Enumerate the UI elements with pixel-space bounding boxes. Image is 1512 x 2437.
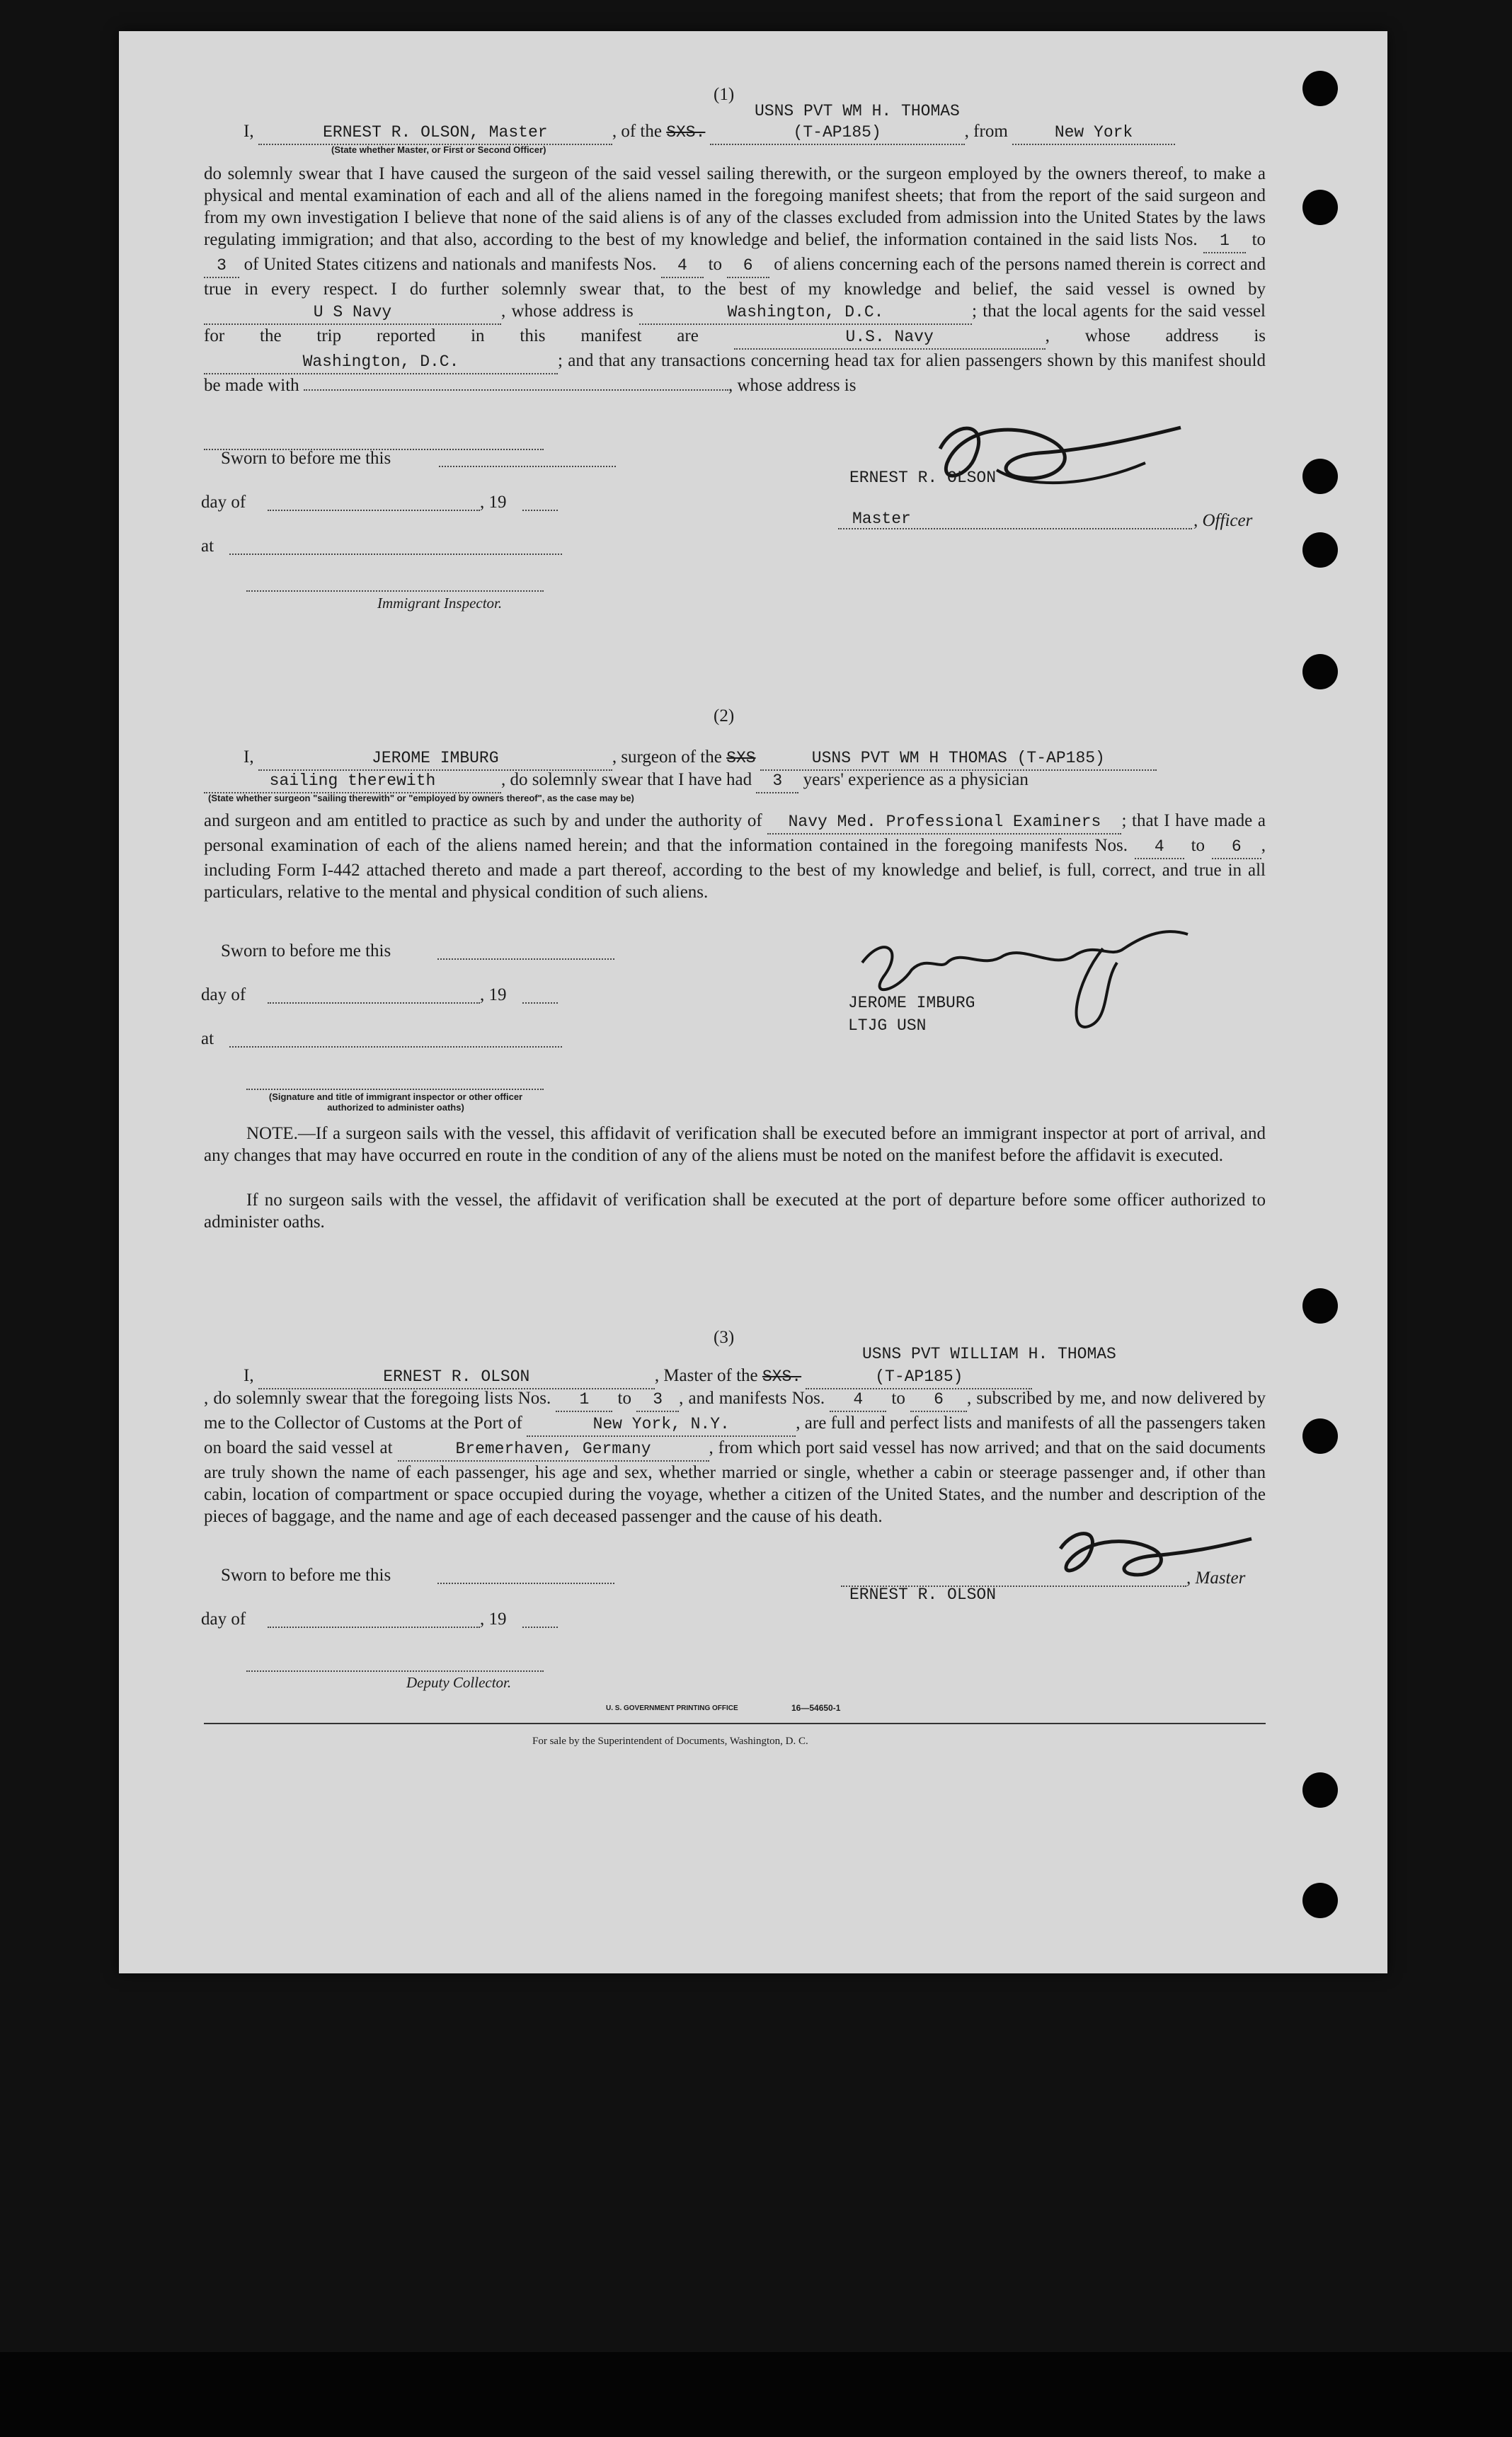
section-2-text-b: years' experience as a physician: [803, 770, 1029, 789]
manifests-from-2: 4: [1135, 836, 1184, 859]
master-signature-name-3: ERNEST R. OLSON: [849, 1586, 997, 1604]
punch-hole: [1302, 1883, 1338, 1918]
manifests-from-3: 4: [830, 1389, 886, 1412]
manifests-to: 6: [727, 255, 769, 278]
note-label: NOTE.: [246, 1124, 298, 1143]
surgeon-hint: (State whether surgeon "sailing therewith" or "employed by owners thereof", as the case may be): [208, 793, 634, 803]
section-3-text-c: , subscribed by me, and now delivered by me to the Collector of Customs at the Port of: [204, 1389, 1266, 1433]
lists-to-3: 3: [636, 1389, 679, 1412]
section-1-body: do solemnly swear that I have caused the surgeon of the said vessel sailing therewith, or the surgeon employed by the owners thereof, to make a physical and mental examination of each and all of the aliens named in the foregoing manifest sheets; that from the report of the said surgeon and from my own investigation I believe that none of the said aliens is of any of the classes excluded from admission into the United States by the laws regulating immigration; and that also, according to the best of my knowledge and belief, the information contained in the said lists Nos. 1 to 3 of United States citizens and nationals and manifests Nos. 4 to 6 of aliens concerning each of the persons named therein is correct and true in every respect. I do further solemnly swear that, to the best of my knowledge and belief, the said vessel is owned by U S Navy , whose address is Washington, D.C. ; that the local agents for the said vessel for the trip reported in this manifest are U.S. Navy , whose address is Washington, D.C. ; and that any transactions concerning head tax for alien passengers shown by this manifest should be made with , whose address is: [204, 164, 1266, 395]
year-1-line: [522, 510, 558, 511]
vessel-id-field-3: (T-AP185): [806, 1366, 1032, 1389]
at-1-line: [229, 554, 562, 555]
label-i-3: I,: [244, 1366, 254, 1385]
surgeon-signature-name: JEROME IMBURG: [848, 994, 975, 1012]
lists-to: 3: [204, 255, 239, 278]
ss-struck-3: SXS.: [762, 1367, 802, 1386]
year-1: , 19: [480, 493, 507, 512]
section-2-text-a: , do solemnly swear that I have had: [501, 770, 752, 789]
section-3-body: [204, 1387, 1266, 1527]
day-of-2: day of: [201, 985, 246, 1004]
year-3: , 19: [480, 1610, 507, 1629]
section-3-number: (3): [714, 1328, 735, 1347]
section-2-body: [204, 810, 1266, 903]
section-3-text-e: , from which port said vessel has now arrived; and that on the said documents are truly shown the name of each passenger, his age and sex, whether married or single, whether a cabin or steerage passenger and, if other than cabin, location of compartment or space occupied during the voyage, whether a citizen of the United States, and the number and description of the pieces of baggage, and the name and age of each deceased passenger and the cause of his death.: [204, 1438, 1266, 1526]
section-1-text-c: of aliens concerning each of the persons named therein is correct and true in every respect. I do further solemnly swear that, to the best of my knowledge and belief, the said vessel is owned by: [204, 255, 1266, 299]
agents-field: U.S. Navy: [734, 326, 1046, 350]
inspector-1-line: [246, 590, 544, 592]
master-signature-title-1: Master: [852, 510, 911, 528]
sworn-2: Sworn to before me this: [221, 941, 391, 961]
ss-struck-2: SXS: [726, 749, 756, 767]
at-2-line: [229, 1046, 562, 1048]
lists-from: 1: [1203, 230, 1246, 253]
sworn-1-line: [439, 466, 616, 467]
section-3-text-a: , do solemnly swear that the foregoing lists Nos.: [204, 1389, 551, 1408]
punch-hole: [1302, 459, 1338, 494]
master-name-field-3: ERNEST R. OLSON: [258, 1366, 655, 1389]
label-i: I,: [244, 122, 254, 141]
label-to: to: [708, 255, 723, 274]
gpo-imprint: U. S. GOVERNMENT PRINTING OFFICE: [606, 1704, 738, 1712]
sworn-2-line: [437, 958, 614, 960]
sailing-therewith-field: sailing therewith: [204, 770, 501, 793]
officer-label: , Officer: [1193, 511, 1253, 530]
master-hint: (State whether Master, or First or Second Officer): [331, 144, 546, 155]
section-1-text-b: of United States citizens and nationals and manifests Nos.: [244, 255, 657, 274]
day-of-1: day of: [201, 493, 246, 512]
master-of-label: , Master of the: [654, 1366, 758, 1385]
punch-hole: [1302, 1288, 1338, 1324]
sworn-3-line: [437, 1583, 614, 1584]
arrival-port-field: New York, N.Y.: [527, 1414, 796, 1437]
master-label-3: , Master: [1186, 1569, 1246, 1588]
officer-line: [838, 528, 1192, 529]
agents-address-field: Washington, D.C.: [204, 351, 558, 374]
head-tax-field: [304, 389, 728, 391]
master-name-field: ERNEST R. OLSON, Master: [258, 122, 612, 145]
master-signature-name-1: ERNEST R. OLSON: [849, 469, 997, 487]
punch-hole: [1302, 1772, 1338, 1808]
whose-address-label: , whose address is: [728, 376, 857, 395]
sworn-1: Sworn to before me this: [221, 449, 391, 468]
punch-hole: [1302, 1418, 1338, 1454]
manifests-to-2: 6: [1212, 836, 1261, 859]
surgeon-vessel-field: USNS PVT WM H THOMAS (T-AP185): [760, 747, 1157, 771]
departure-port-field: New York: [1012, 122, 1175, 145]
owner-address-label: , whose address is: [501, 302, 634, 321]
label-i-2: I,: [244, 747, 254, 767]
officer-2-hint: (Signature and title of immigrant inspector or other officer authorized to administer oaths): [268, 1091, 523, 1113]
punch-hole: [1302, 190, 1338, 225]
note-2-block: [204, 1189, 1266, 1233]
label-to-3: to: [617, 1389, 631, 1408]
manifests-to-3: 6: [910, 1389, 967, 1412]
day-of-1-line: [268, 510, 480, 511]
year-3-line: [522, 1627, 558, 1628]
surgeon-name-field: JEROME IMBURG: [258, 747, 612, 771]
form-number: 16—54650-1: [791, 1703, 841, 1713]
year-2-line: [522, 1002, 558, 1004]
punch-hole: [1302, 71, 1338, 106]
agents-address-label: whose address is: [1084, 326, 1266, 345]
section-2-line-2: [204, 769, 1266, 793]
day-of-3: day of: [201, 1610, 246, 1629]
section-2-text-c: and surgeon and am entitled to practice as such by and under the authority of: [204, 811, 762, 830]
section-2-oath-line: [244, 746, 1263, 771]
vessel-name-3: USNS PVT WILLIAM H. THOMAS: [862, 1345, 1116, 1363]
master-signature-1: [912, 399, 1237, 512]
lists-from-3: 1: [556, 1389, 612, 1412]
authority-field: Navy Med. Professional Examiners: [767, 811, 1121, 835]
section-1-oath-line: [244, 120, 1263, 145]
vessel-name-1: USNS PVT WM H. THOMAS: [755, 102, 960, 120]
label-of-the: , of the: [612, 122, 662, 141]
sworn-3: Sworn to before me this: [221, 1566, 391, 1585]
punch-hole: [1302, 532, 1338, 568]
section-3-text-d: , are full and perfect lists and manifests of all the passengers taken on board the said vessel at: [204, 1414, 1266, 1457]
section-2-text-d: ; that I have made a personal examination of each of the aliens named herein; and that the information contained in the foregoing manifests Nos.: [204, 811, 1266, 855]
day-of-2-line: [268, 1002, 480, 1004]
label-to: to: [1252, 230, 1266, 249]
year-2: , 19: [480, 985, 507, 1004]
label-to-3: to: [891, 1389, 905, 1408]
surgeon-signature-rank: LTJG USN: [848, 1016, 927, 1035]
section-2-number: (2): [714, 706, 735, 726]
section-1-text-a: do solemnly swear that I have caused the surgeon of the said vessel sailing therewith, or the surgeon employed by the owners thereof, to make a physical and mental examination of each and all of the aliens named in the foregoing manifest sheets; that from the report of the said surgeon and from my own investigation I believe that none of the said aliens is of any of the classes excluded from admission into the United States by the laws regulating immigration; and that also, according to the best of my knowledge and belief, the information contained in the said lists Nos.: [204, 164, 1266, 249]
ss-struck: SXS.: [666, 123, 706, 142]
officer-2-line: [246, 1089, 544, 1090]
label-from: , from: [964, 122, 1008, 141]
at-2: at: [201, 1029, 214, 1048]
film-frame-edge: [0, 2352, 1512, 2437]
manifest-page: [119, 31, 1387, 1973]
owner-field: U S Navy: [204, 302, 501, 325]
collector-label: Deputy Collector.: [406, 1674, 512, 1691]
footer-text: For sale by the Superintendent of Documents, Washington, D. C.: [532, 1736, 808, 1747]
vessel-id-field: (T-AP185): [710, 122, 965, 145]
section-1-text-d: that the local agents for the said vessel for the trip reported in this manifest are: [204, 302, 1266, 345]
at-1: at: [201, 537, 214, 556]
footer-rule: [204, 1723, 1266, 1724]
boarding-port-field: Bremerhaven, Germany: [398, 1438, 709, 1462]
label-to-2: to: [1191, 836, 1205, 855]
note-2-text: If no surgeon sails with the vessel, the affidavit of verification shall be executed at the port of departure before some officer authorized to administer oaths.: [204, 1191, 1266, 1232]
note-block: [204, 1123, 1266, 1166]
day-of-3-line: [268, 1627, 480, 1628]
years-field: 3: [756, 770, 798, 793]
section-3-text-b: , and manifests Nos.: [679, 1389, 825, 1408]
note-text: —If a surgeon sails with the vessel, this affidavit of verification shall be executed before an immigrant inspector at port of arrival, and any changes that may have occurred en route in the condition of any of the aliens must be noted on the manifest before the affidavit is executed.: [204, 1124, 1266, 1165]
section-2-text-e: , including Form I-442 attached thereto and made a part thereof, according to the best of my knowledge and belief, is full, correct, and true in all particulars, relative to the mental and physical condition of such aliens.: [204, 836, 1266, 902]
punch-hole: [1302, 654, 1338, 689]
manifests-from: 4: [661, 255, 704, 278]
section-1-text-e: ; and that any transactions concerning head tax for alien passengers shown by this manifest should be made with: [204, 351, 1266, 395]
section-1-number: (1): [714, 85, 735, 104]
section-3-oath-line: [244, 1365, 1263, 1389]
inspector-label-1: Immigrant Inspector.: [377, 595, 503, 612]
owner-address-field: Washington, D.C.: [639, 302, 972, 325]
surgeon-of-label: , surgeon of the: [612, 747, 722, 767]
